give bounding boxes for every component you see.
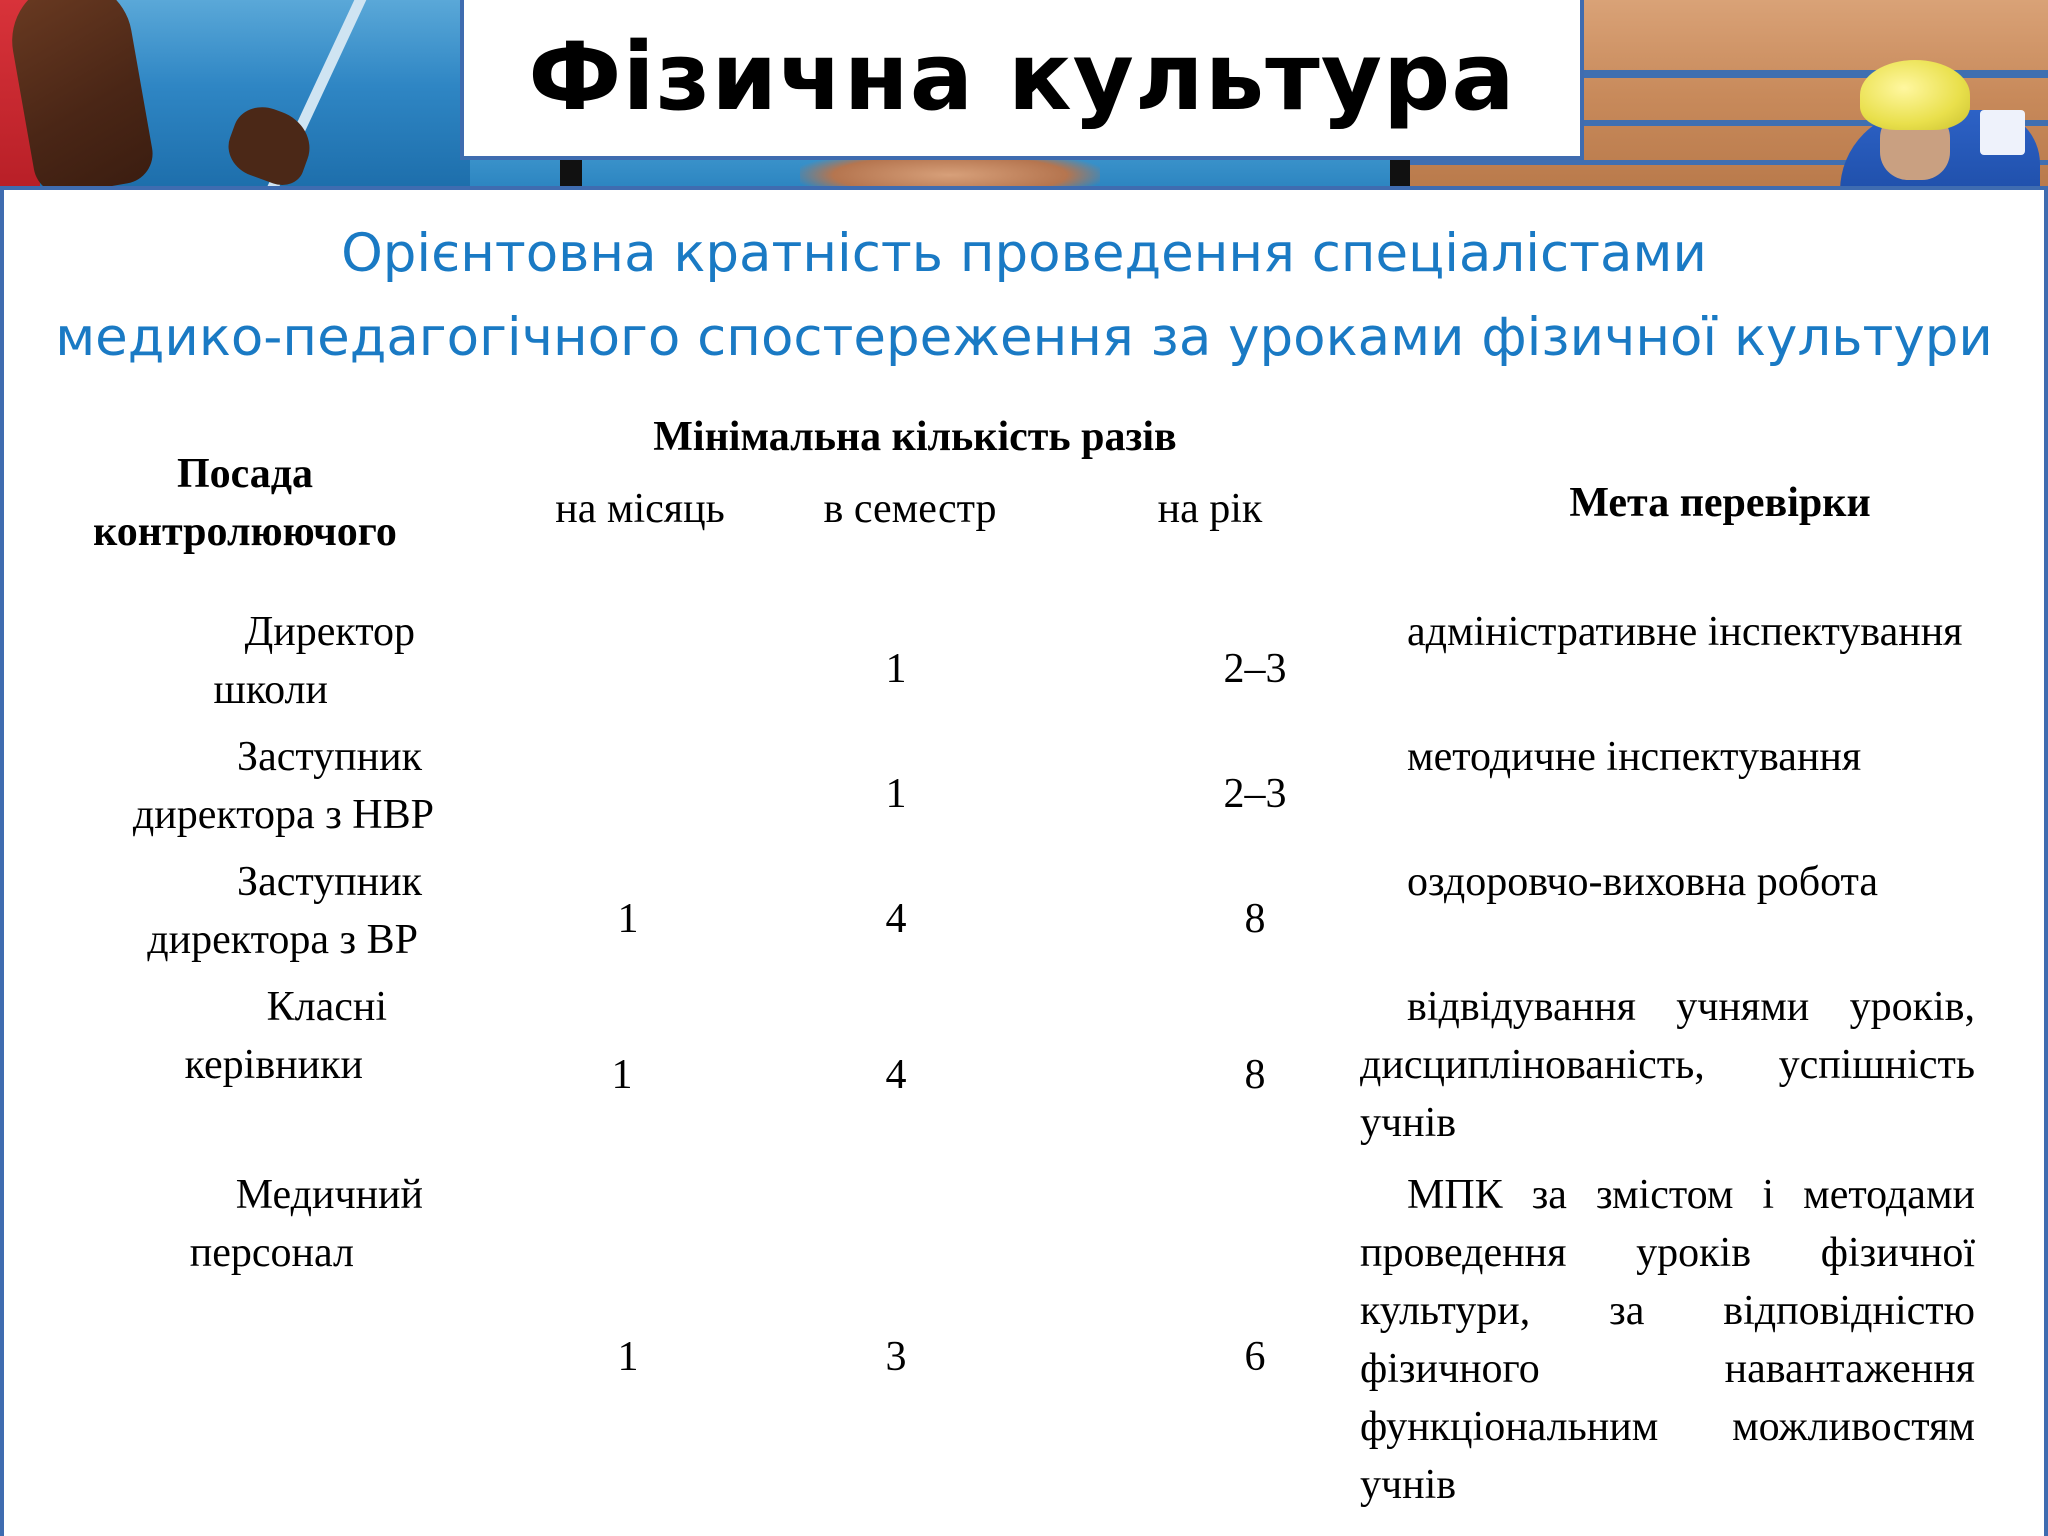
row-position-line2: персонал <box>189 1230 354 1276</box>
row-semester: 4 <box>885 896 907 942</box>
row-month: 1 <box>617 1334 639 1380</box>
header-position-line2: контролюючого <box>93 509 397 555</box>
row-month: 1 <box>611 1052 633 1098</box>
row-goal: адміністративне інспектування <box>1407 609 1963 655</box>
row-position-line1: Класні <box>266 984 387 1030</box>
slide-subtitle <box>0 212 2048 380</box>
row-semester: 1 <box>885 771 907 817</box>
row-position-line1: Медичний <box>235 1172 423 1218</box>
row-goal: методичне інспектування <box>1407 734 1862 780</box>
photo-frame-post-left <box>560 155 582 190</box>
header-position-line1: Посада <box>176 451 314 497</box>
row-goal: МПК за змістом і методами проведення уроків фізичної культури, за відповідністю фізичного навантаження функціональним можливостям учнів <box>1360 1172 1975 1508</box>
cyclist-bib <box>1980 110 2025 155</box>
row-year: 8 <box>1244 1052 1266 1098</box>
row-position-line1: Заступник <box>237 859 422 905</box>
page-title: Фізична культура <box>528 23 1516 132</box>
photo-frame-post-right <box>1390 155 1412 190</box>
header-per-month: на місяць <box>555 486 725 532</box>
row-position-line2: директора з НВР <box>132 792 434 838</box>
row-month: 1 <box>617 896 639 942</box>
header-per-semester: в семестр <box>823 486 997 532</box>
row-position-line1: Директор <box>244 609 415 655</box>
cyclist-helmet <box>1860 60 1970 130</box>
row-year: 6 <box>1244 1334 1266 1380</box>
row-semester: 4 <box>885 1052 907 1098</box>
row-goal: відвідування учнями уроків, дисциплінованість, успішність учнів <box>1360 984 1975 1146</box>
row-year: 2–3 <box>1223 771 1287 817</box>
row-position-line2: керівники <box>184 1042 363 1088</box>
header-per-year: на рік <box>1157 486 1263 532</box>
row-year: 8 <box>1244 896 1266 942</box>
header-goal: Мета перевірки <box>1569 480 1871 526</box>
row-year: 2–3 <box>1223 646 1287 692</box>
row-goal: оздоровчо-виховна робота <box>1407 859 1879 905</box>
row-position-line2: директора з ВР <box>147 917 418 963</box>
subtitle-line-1: Орієнтовна кратність проведення спеціалістами <box>341 223 1707 284</box>
header-min-count: Мінімальна кількість разів <box>653 414 1177 460</box>
row-semester: 1 <box>885 646 907 692</box>
row-semester: 3 <box>885 1334 907 1380</box>
row-position-line2: школи <box>213 667 328 713</box>
row-position-line1: Заступник <box>237 734 422 780</box>
runner-photo <box>0 0 470 190</box>
title-box <box>460 0 1584 160</box>
subtitle-line-2: медико-педагогічного спостереження за уроками фізичної культури <box>55 307 1993 368</box>
